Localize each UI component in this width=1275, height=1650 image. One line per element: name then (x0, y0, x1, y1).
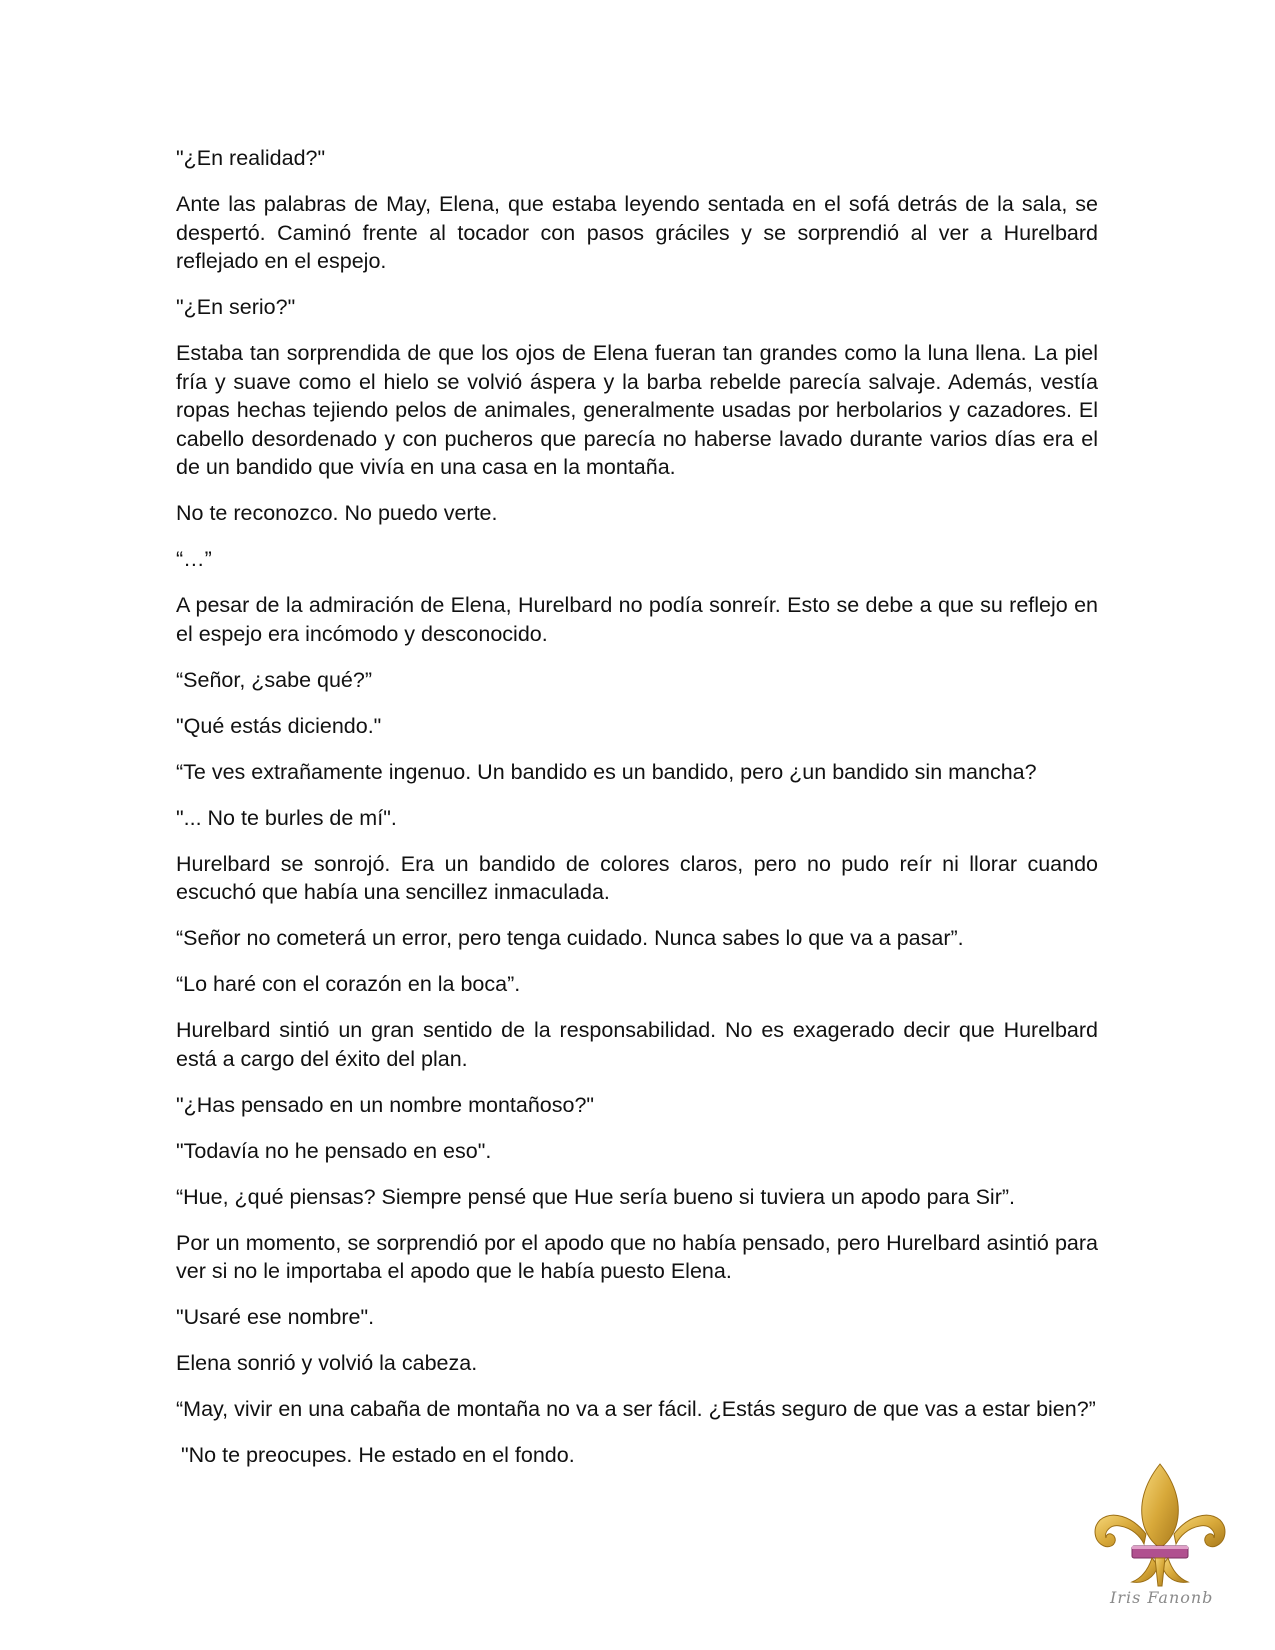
paragraph: “Señor, ¿sabe qué?” (176, 667, 373, 692)
paragraph: "No te preocupes. He estado en el fondo. (181, 1443, 575, 1467)
paragraph: "¿Has pensado en un nombre montañoso?" (176, 1092, 595, 1117)
paragraph: Hurelbard se sonrojó. Era un bandido de colores claros, pero no pudo reír ni llorar cuando escuchó que había una sencillez inmaculada. (176, 851, 1098, 904)
paragraph: “May, vivir en una cabaña de montaña no va a ser fácil. ¿Estás seguro de que vas a estar bien?” (176, 1397, 1096, 1421)
paragraph: Hurelbard sintió un gran sentido de la responsabilidad. No es exagerado decir que Hurelbard está a cargo del éxito del plan. (176, 1018, 1098, 1071)
paragraph: “Te ves extrañamente ingenuo. Un bandido es un bandido, pero ¿un bandido sin mancha? (176, 759, 1037, 784)
paragraph: Elena sonrió y volvió la cabeza. (176, 1351, 478, 1375)
paragraph: Estaba tan sorprendida de que los ojos de Elena fueran tan grandes como la luna llena. La piel fría y suave como el hielo se volvió áspera y la barba rebelde parecía salvaje. Además, vestía ropas hechas tejiendo pelos de animales, generalmente usadas por herbolarios y cazadores. El cabello desordenado y con pucheros que parecía no haberse lavado durante varios días era el de un bandido que vivía en una casa en la montaña. (176, 341, 1098, 479)
paragraph: "¿En realidad?" (176, 146, 326, 170)
paragraph: “Hue, ¿qué piensas? Siempre pensé que Hue sería bueno si tuviera un apodo para Sir”. (176, 1184, 1016, 1209)
paragraph: “…” (176, 547, 212, 571)
paragraph: "¿En serio?" (176, 295, 296, 319)
logo-text: Iris Fanonb (1110, 1588, 1214, 1607)
paragraph: “Lo haré con el corazón en la boca”. (176, 972, 521, 996)
paragraph: "Qué estás diciendo." (176, 713, 382, 738)
paragraph: No te reconozco. No puedo verte. (176, 501, 498, 525)
paragraph: Ante las palabras de May, Elena, que estaba leyendo sentada en el sofá detrás de la sala, se despertó. Caminó frente al tocador con pasos gráciles y se sorprendió al ver a Hurelbard reflejado en el espejo. (176, 192, 1098, 273)
paragraph: "Usaré ese nombre". (176, 1305, 375, 1329)
paragraph: "Todavía no he pensado en eso". (176, 1138, 492, 1163)
paragraph: Por un momento, se sorprendió por el apodo que no había pensado, pero Hurelbard asintió para ver si no le importaba el apodo que le había puesto Elena. (176, 1230, 1098, 1283)
document-body (176, 144, 1098, 1487)
paragraph: “Señor no cometerá un error, pero tenga cuidado. Nunca sabes lo que va a pasar”. (176, 926, 964, 950)
paragraph: "... No te burles de mí". (176, 805, 397, 830)
paragraph: A pesar de la admiración de Elena, Hurelbard no podía sonreír. Esto se debe a que su reflejo en el espejo era incómodo y desconocido. (176, 593, 1098, 646)
